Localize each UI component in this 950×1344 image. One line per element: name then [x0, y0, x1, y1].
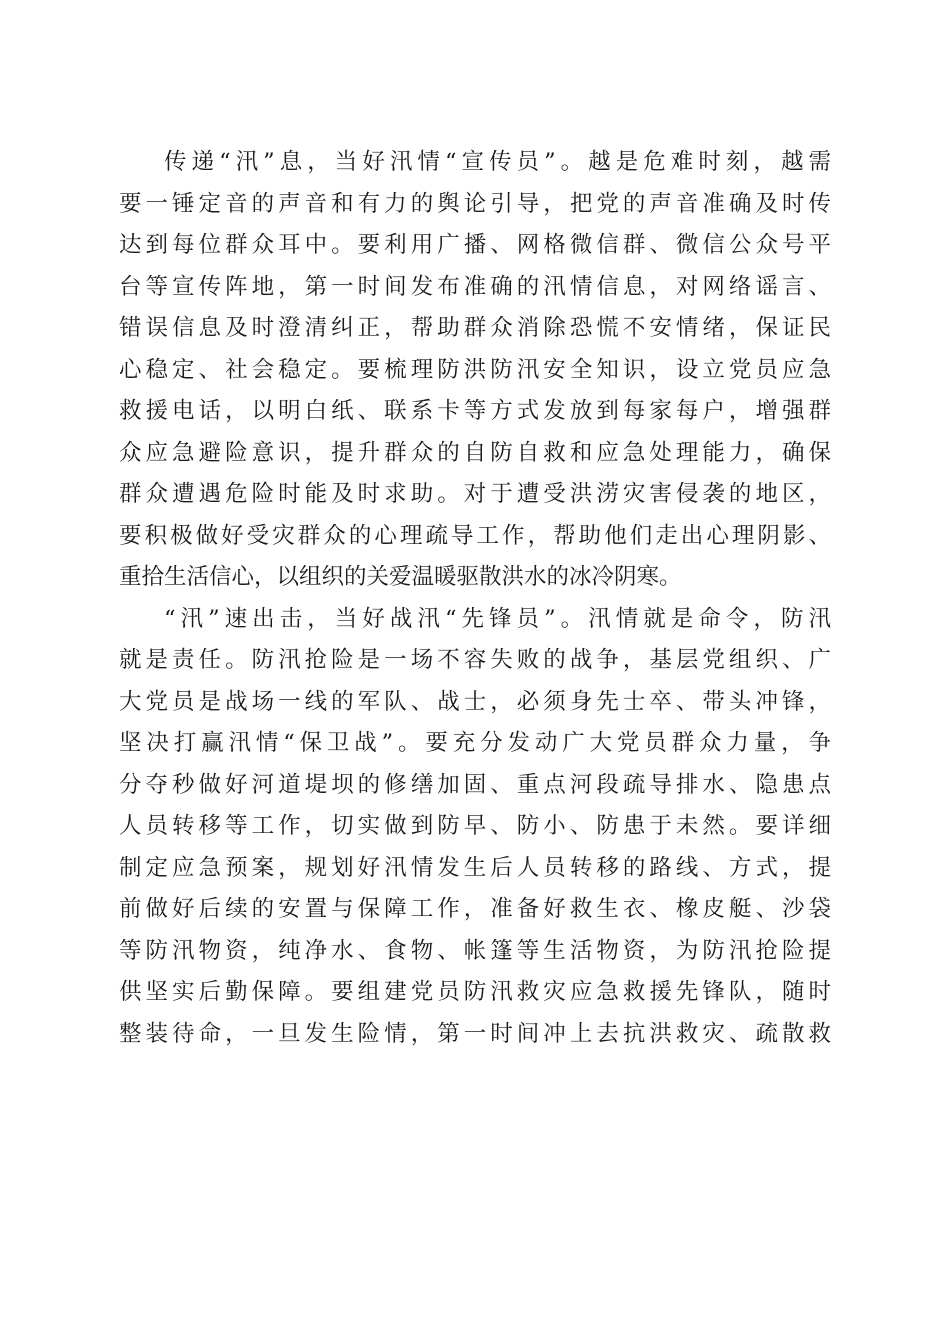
paragraph-publicity: [119, 142, 831, 599]
paragraph-line: “汛”速出击，当好战汛“先锋员”。汛情就是命令，防汛: [164, 605, 831, 632]
paragraph-vanguard: [119, 599, 831, 1056]
paragraph-line: 前做好后续的安置与保障工作，准备好救生衣、橡皮艇、沙袋: [119, 896, 831, 922]
paragraph-line: 重拾生活信心，以组织的关爱温暖驱散洪水的冰冷阴寒。: [119, 564, 682, 590]
paragraph-line: 等防汛物资，纯净水、食物、帐篷等生活物资，为防汛抢险提: [119, 937, 831, 964]
paragraph-line: 人员转移等工作，切实做到防早、防小、防患于未然。要详细: [119, 813, 831, 839]
paragraph-line: 台等宣传阵地，第一时间发布准确的汛情信息，对网络谣言、: [119, 273, 831, 300]
paragraph-line: 分夺秒做好河道堤坝的修缮加固、重点河段疏导排水、隐患点: [119, 771, 831, 798]
paragraph-line: 坚决打赢汛情“保卫战”。要充分发动广大党员群众力量，争: [119, 730, 831, 756]
paragraph-line: 传递“汛”息，当好汛情“宣传员”。越是危难时刻，越需: [164, 149, 831, 175]
paragraph-line: 错误信息及时澄清纠正，帮助群众消除恐慌不安情绪，保证民: [119, 315, 831, 341]
paragraph-line: 心稳定、社会稳定。要梳理防洪防汛安全知识，设立党员应急: [119, 356, 831, 383]
document-body: [119, 142, 831, 1055]
paragraph-line: 供坚实后勤保障。要组建党员防汛救灾应急救援先锋队，随时: [119, 979, 831, 1005]
paragraph-line: 救援电话，以明白纸、联系卡等方式发放到每家每户，增强群: [119, 398, 831, 424]
paragraph-line: 要一锤定音的声音和有力的舆论引导，把党的声音准确及时传: [119, 190, 831, 217]
paragraph-line: 制定应急预案，规划好汛情发生后人员转移的路线、方式，提: [119, 854, 831, 881]
paragraph-line: 要积极做好受灾群众的心理疏导工作，帮助他们走出心理阴影、: [119, 522, 831, 549]
paragraph-line: 大党员是战场一线的军队、战士，必须身先士卒、带头冲锋，: [119, 688, 831, 715]
paragraph-line: 就是责任。防汛抢险是一场不容失败的战争，基层党组织、广: [119, 647, 831, 673]
paragraph-line: 群众遭遇危险时能及时求助。对于遭受洪涝灾害侵袭的地区，: [119, 481, 831, 507]
paragraph-line: 整装待命，一旦发生险情，第一时间冲上去抗洪救灾、疏散救: [119, 1020, 831, 1047]
paragraph-line: 众应急避险意识，提升群众的自防自救和应急处理能力，确保: [119, 439, 831, 466]
paragraph-line: 达到每位群众耳中。要利用广播、网格微信群、微信公众号平: [119, 232, 831, 258]
